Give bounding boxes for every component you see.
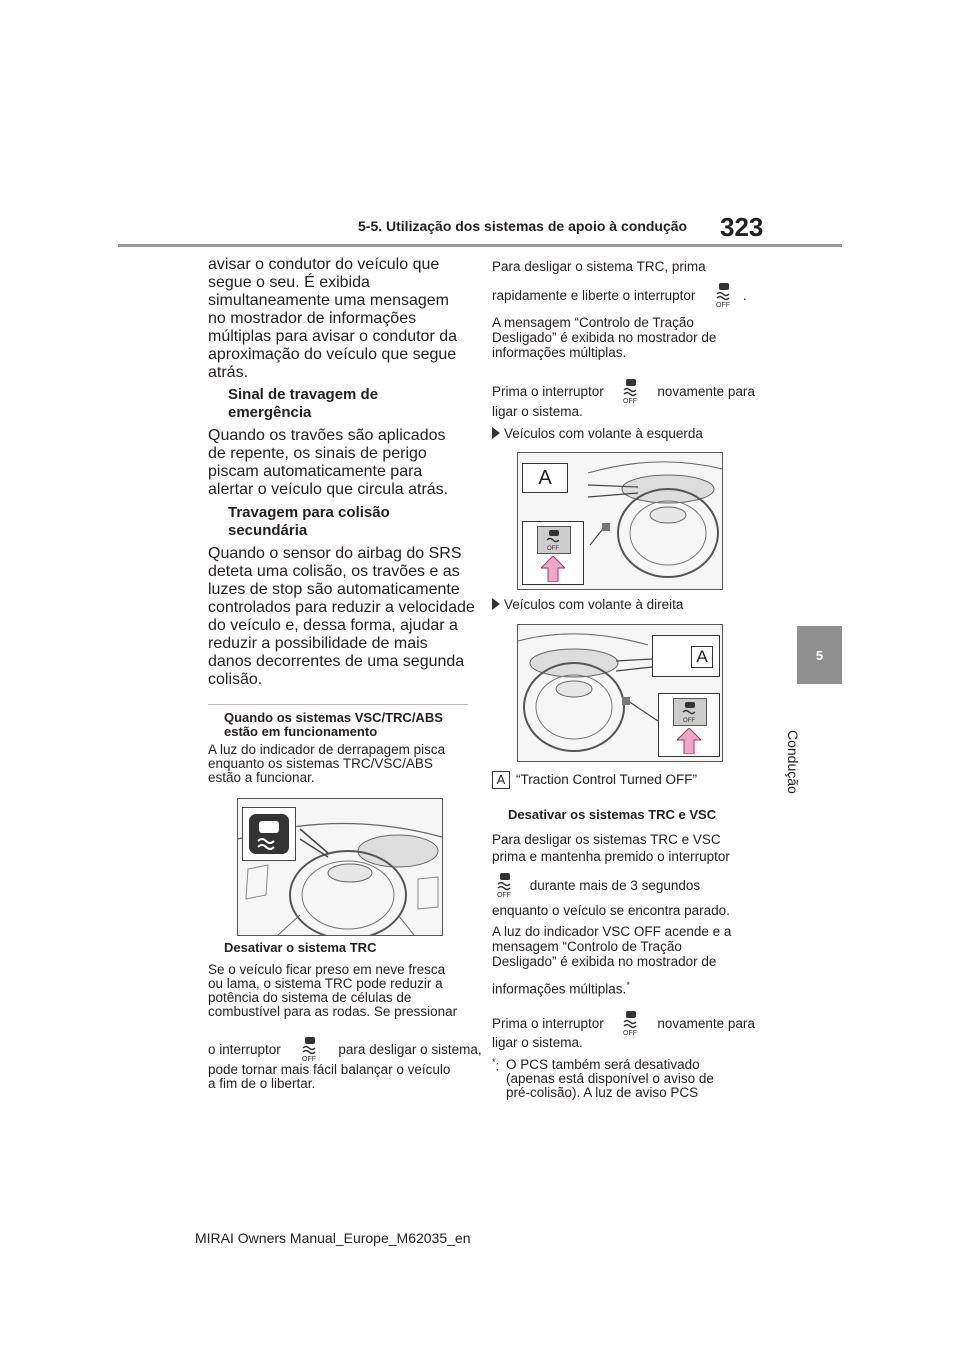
off-text: OFF — [622, 1030, 637, 1036]
note-separator — [208, 704, 468, 705]
trc-off-switch-icon — [713, 282, 735, 311]
text-line: Desligado” é exibida no mostrador de — [492, 954, 717, 969]
text-line: A luz do indicador de derrapagem pisca — [208, 742, 446, 757]
text-line: A luz do indicador VSC OFF acende e a — [492, 924, 732, 939]
section-title: 5-5. Utilização dos sistemas de apoio à condução — [358, 218, 688, 234]
text-line: piscam automaticamente para — [208, 463, 423, 480]
page-number: 323 — [720, 212, 764, 242]
r5-last-line — [492, 978, 630, 997]
off-text: OFF — [497, 892, 511, 898]
text-line: potência do sistema de células de — [208, 990, 412, 1005]
text-line: no mostrador de informações — [208, 310, 417, 327]
note-title-line: Quando os sistemas VSC/TRC/ABS — [224, 710, 443, 725]
text-line: atrás. — [208, 364, 249, 381]
r4-line3 — [492, 872, 700, 901]
note-title-line: estão em funcionamento — [224, 724, 378, 739]
paragraph-secondary-collision — [208, 545, 475, 689]
text-line: reduzir a possibilidade de mais — [208, 635, 428, 652]
text-line: pré-colisão). A luz de aviso PCS — [506, 1085, 699, 1100]
off-text: OFF — [716, 302, 731, 308]
footer-manual-id: MIRAI Owners Manual_Europe_M62035_en — [195, 1230, 471, 1246]
callout-a: A — [691, 646, 713, 668]
trc-off-switch-icon — [620, 1010, 642, 1039]
trc-off-glyph — [620, 378, 642, 404]
triangle-bullet-icon — [492, 427, 500, 439]
heading-line: Travagem para colisão — [228, 504, 390, 521]
text-line: Se o veículo ficar preso em neve fresca — [208, 962, 446, 977]
r5-paragraph — [492, 924, 731, 969]
text-line: Quando os travões são aplicados — [208, 427, 446, 444]
heading-disable-trc: Desativar o sistema TRC — [224, 940, 377, 955]
legend-text: “Traction Control Turned OFF” — [516, 772, 698, 787]
text-run: rapidamente e liberte o interruptor — [492, 288, 696, 304]
text-run: novamente para — [657, 384, 755, 400]
r4-line4: enquanto o veículo se encontra parado. — [492, 903, 730, 918]
text-line: danos decorrentes de uma segunda — [208, 653, 465, 670]
callout-a: A — [522, 463, 568, 493]
chapter-number: 5 — [815, 647, 824, 663]
paragraph-disable-trc-end — [208, 1063, 450, 1091]
heading-line: secundária — [228, 522, 308, 539]
footnote-star: * — [492, 1057, 496, 1067]
footnote-marker-star: *: — [492, 1057, 500, 1074]
r1-line2 — [492, 282, 747, 311]
slip-indicator-callout — [242, 807, 296, 861]
text-line: O PCS também será desativado — [506, 1057, 700, 1072]
text-run: novamente para — [657, 1016, 755, 1032]
text-line: colisão. — [208, 671, 263, 688]
text-line: controlados para reduzir a velocidade — [208, 599, 475, 616]
press-arrow-icon — [677, 728, 701, 754]
trc-off-button — [537, 526, 571, 554]
r2-paragraph — [492, 315, 716, 360]
text-line: avisar o condutor do veículo que — [208, 256, 440, 273]
text-line: do veículo e, dessa forma, ajudar a — [208, 617, 458, 634]
trc-off-glyph — [713, 282, 735, 308]
text-run: . — [742, 288, 747, 304]
off-text: OFF — [622, 398, 637, 404]
r4-paragraph — [492, 831, 730, 865]
trc-off-glyph — [494, 872, 516, 898]
heading-line: emergência — [228, 404, 312, 421]
trc-off-button — [673, 698, 707, 726]
text-line: segue o seu. É exibida — [208, 274, 370, 291]
text-line: (apenas está disponível o aviso de — [506, 1071, 714, 1086]
text-line: mensagem “Controlo de Tração — [492, 939, 682, 954]
trc-off-glyph — [620, 1010, 642, 1036]
header-rule — [118, 244, 842, 247]
text-line: enquanto os sistemas TRC/VSC/ABS — [208, 756, 433, 771]
text-line: estão a funcionar. — [208, 770, 315, 785]
heading-line: Sinal de travagem de — [228, 386, 379, 403]
text-run: Veículos com volante à direita — [504, 597, 684, 612]
heading-emergency-brake-signal — [228, 386, 378, 422]
trc-off-glyph — [538, 527, 570, 553]
text-run: Veículos com volante à esquerda — [504, 426, 703, 441]
heading-secondary-collision-brake — [228, 504, 390, 540]
trc-off-glyph — [674, 699, 706, 725]
heading-disable-trc-vsc: Desativar os sistemas TRC e VSC — [508, 807, 717, 822]
text-line: de repente, os sinais de perigo — [208, 445, 427, 462]
text-run: Prima o interruptor — [492, 384, 604, 400]
trc-off-glyph — [299, 1036, 321, 1062]
legend-label-a: A — [492, 771, 510, 789]
lhd-caption — [492, 426, 703, 441]
text-line: aproximação do veículo que segue — [208, 346, 457, 363]
note-body — [208, 743, 445, 785]
text-line: ou lama, o sistema TRC pode reduzir a — [208, 976, 443, 991]
triangle-bullet-icon — [492, 598, 500, 610]
r3-line2: ligar o sistema. — [492, 404, 583, 419]
r1-line1: Para desligar o sistema TRC, prima — [492, 259, 706, 274]
text-line: Desligado” é exibida no mostrador de — [492, 330, 717, 345]
intro-paragraph — [208, 256, 457, 382]
rhd-figure — [517, 624, 723, 762]
slip-indicator-figure — [237, 798, 443, 936]
text-line: combustível para as rodas. Se pressionar — [208, 1004, 458, 1019]
legend-a — [492, 771, 697, 789]
chapter-tab — [797, 626, 842, 684]
rhd-callout-a-box — [652, 635, 720, 677]
text-line: prima e mantenha premido o interruptor — [492, 849, 730, 864]
text-run: o interruptor — [208, 1042, 281, 1058]
press-arrow-icon — [541, 556, 565, 582]
chapter-label: Condução — [785, 730, 801, 794]
text-line: deteta uma colisão, os travões e as — [208, 563, 460, 580]
paragraph-disable-trc — [208, 963, 457, 1019]
text-run: Prima o interruptor — [492, 1016, 604, 1032]
lhd-figure — [517, 452, 723, 590]
text-line: informações múltiplas. — [492, 345, 627, 360]
r6-line2: ligar o sistema. — [492, 1035, 583, 1050]
paragraph-emergency-brake — [208, 427, 448, 499]
switch-sentence — [208, 1036, 482, 1065]
off-text: OFF — [683, 718, 695, 724]
footnote-marker: * — [626, 980, 630, 990]
off-text: OFF — [547, 546, 559, 552]
text-line: múltiplas para avisar o condutor da — [208, 328, 458, 345]
text-line: Para desligar os sistemas TRC e VSC — [492, 832, 721, 847]
text-run: durante mais de 3 segundos — [529, 878, 701, 894]
off-text: OFF — [301, 1056, 316, 1062]
text-line: A mensagem “Controlo de Tração — [492, 315, 694, 330]
text-line: alertar o veículo que circula atrás. — [208, 481, 449, 498]
text-line: simultaneamente uma mensagem — [208, 292, 450, 309]
text-line: luzes de stop são automaticamente — [208, 581, 460, 598]
text-line: a fim de o libertar. — [208, 1076, 316, 1091]
footnote-text — [506, 1058, 714, 1100]
trc-off-switch-icon — [299, 1036, 321, 1065]
trc-off-switch-icon — [494, 872, 516, 901]
text-run: informações múltiplas. — [492, 981, 627, 997]
trc-off-switch-icon — [620, 378, 642, 407]
rhd-caption — [492, 597, 683, 612]
rhd-switch-callout — [658, 693, 720, 757]
slip-indicator-icon — [243, 808, 295, 860]
lhd-switch-callout — [522, 521, 584, 585]
text-line: pode tornar mais fácil balançar o veículo — [208, 1062, 451, 1077]
r3-line1 — [492, 378, 755, 407]
note-title — [224, 711, 443, 739]
text-run: para desligar o sistema, — [338, 1042, 482, 1058]
text-line: Quando o sensor do airbag do SRS — [208, 545, 462, 562]
